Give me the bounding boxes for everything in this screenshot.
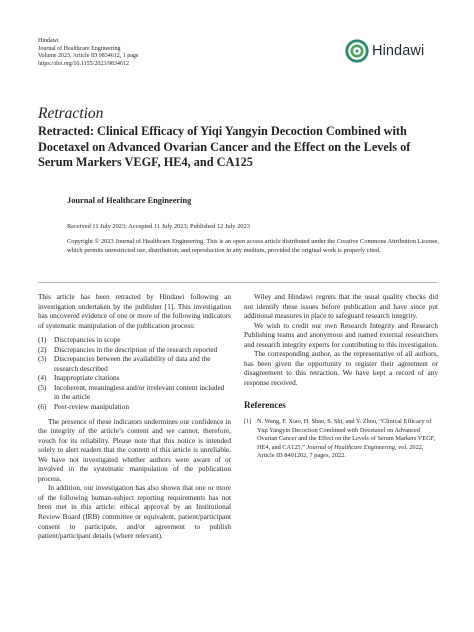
list-item-text: Discrepancies in the description of the research reported xyxy=(54,345,218,354)
list-item-text: Discrepancies in scope xyxy=(54,336,121,345)
right-column xyxy=(244,293,438,461)
volume-line: Volume 2023, Article ID 9834612, 1 page xyxy=(38,53,139,60)
list-item-text: Inappropriate citations xyxy=(54,374,120,383)
header-meta xyxy=(38,38,139,68)
body-paragraph: The presence of these indicators undermines our confidence in the integrity of the article’s content and we cannot, therefore, vouch for its reliability. Please note that this notice is intended solely to alert readers that the content of this article is unreliable. We have not investigated whether authors were aware of or involved in the systematic manipulation of the publication process. xyxy=(38,417,231,483)
list-item-number: (2) xyxy=(38,345,47,354)
reference-journal: Journal of Healthcare Engineering xyxy=(306,443,395,451)
doi-link[interactable]: https://doi.org/10.1155/2023/9834612 xyxy=(38,60,130,67)
reference-citation: N. Wang, F. Xiao, H. Shao, S. Shi, and Y. Zhou, “Clinical Efficacy of Yiqi Yangyin Decoction Combined with Docetaxel on Advanced Ovarian Cancer and the Effect on the Levels of Serum Markers VEGF, HE4, and CA125,” xyxy=(257,418,436,451)
list-item-text: Incoherent, meaningless and/or irrelevant content included in the article xyxy=(54,383,225,402)
list-item-number: (5) xyxy=(38,383,47,392)
left-column xyxy=(38,293,231,542)
intro-paragraph: This article has been retracted by Hindawi following an investigation undertaken by the publisher [1]. This investigation has uncovered evidence of one or more of the following indicators of systematic manipulation of the publication process: xyxy=(38,293,231,330)
logo-text: Hindawi xyxy=(372,43,425,59)
copyright-notice: Copyright © 2023 Journal of Healthcare Engineering. This is an open access article distributed under the Creative Commons Attribution License, which permits unrestricted use, distribution, and reproduction in any medium, provided the original work is properly cited. xyxy=(67,238,439,254)
body-paragraph: Wiley and Hindawi regrets that the usual quality checks did not identify these issues before publication and have since put additional measures in place to safeguard research integrity. xyxy=(244,293,438,321)
reference-text xyxy=(257,418,438,460)
list-item-number: (1) xyxy=(38,336,47,345)
hindawi-logo-icon xyxy=(345,39,369,63)
article-author: Journal of Healthcare Engineering xyxy=(67,196,192,205)
article-type: Retraction xyxy=(38,105,104,122)
list-item-text: Discrepancies between the availability of data and the research described xyxy=(54,355,211,373)
list-item-number: (3) xyxy=(38,355,47,364)
list-item-number: (4) xyxy=(38,374,47,383)
publisher-name: Hindawi xyxy=(38,38,59,44)
reference-tail: , vol. 2022, Article ID 8401202, 7 pages, 2022. xyxy=(257,443,424,460)
list-item xyxy=(38,384,231,403)
body-paragraph: In addition, our investigation has also shown that one or more of the following human-subject reporting requirements has not been met in this article: ethical approval by an Institutional Review Board (IRB) committee or equivalent, patient/participant consent to participate, and/or agreement to publish patient/participant details (where relevant). xyxy=(38,484,231,541)
indicator-list xyxy=(38,336,231,412)
reference-item xyxy=(244,418,438,460)
list-item xyxy=(38,355,231,374)
list-item xyxy=(38,403,231,413)
journal-name: Journal of Healthcare Engineering xyxy=(38,45,121,52)
article-title: Retracted: Clinical Efficacy of Yiqi Yangyin Decoction Combined with Docetaxel on Advanced Ovarian Cancer and the Effect on the Levels of Serum Markers VEGF, HE4, and CA125 xyxy=(38,124,411,169)
section-divider xyxy=(38,282,438,283)
reference-number: [1] xyxy=(244,418,252,426)
list-item xyxy=(38,374,231,384)
body-paragraph: The corresponding author, as the representative of all authors, has been given the opportunity to register their agreement or disagreement to this retraction. We have kept a record of any response received. xyxy=(244,350,438,387)
list-item xyxy=(38,346,231,356)
references-heading: References xyxy=(244,400,286,411)
list-item-text: Peer-review manipulation xyxy=(54,403,129,412)
body-paragraph: We wish to credit our own Research Integrity and Research Publishing teams and anonymous and named external researchers and research integrity experts for contributing to this investigation. xyxy=(244,321,438,349)
article-dates: Received 11 July 2023; Accepted 11 July 2023; Published 12 July 2023 xyxy=(67,223,250,230)
hindawi-logo xyxy=(345,39,441,63)
list-item xyxy=(38,336,231,346)
list-item-number: (6) xyxy=(38,403,47,412)
